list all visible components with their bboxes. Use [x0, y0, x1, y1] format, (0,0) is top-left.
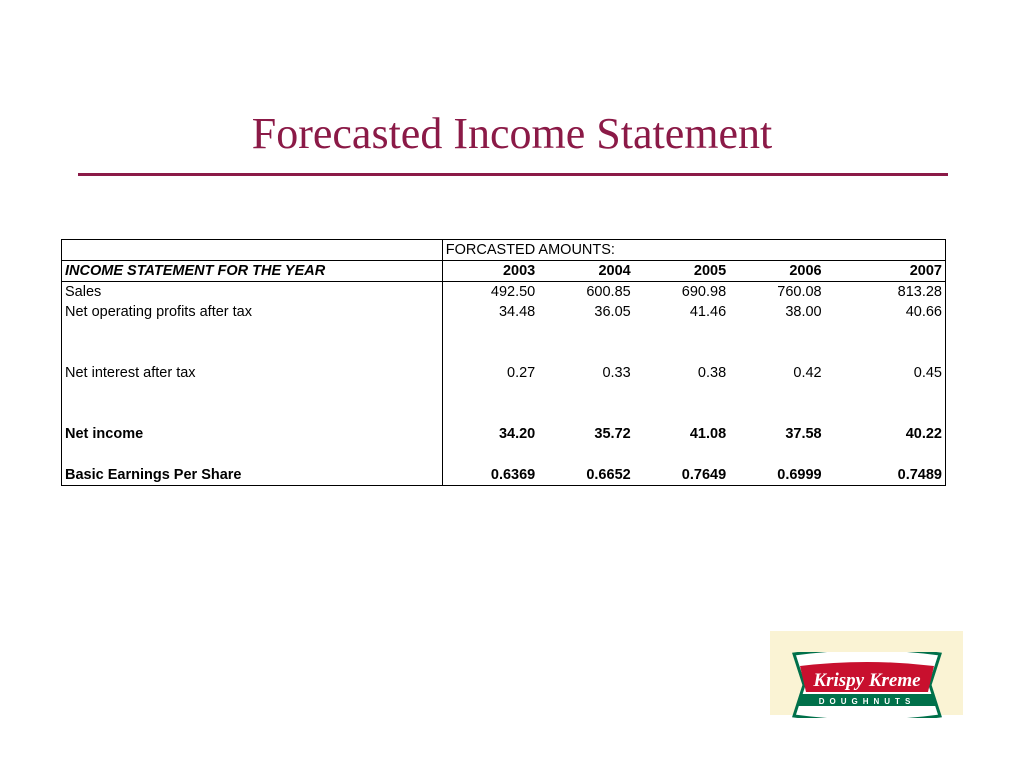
- row-label-net-interest: Net interest after tax: [62, 363, 443, 383]
- table-cell: 0.38: [697, 365, 727, 381]
- table-cell: 38.00: [785, 304, 822, 320]
- table-cell: 0.33: [602, 365, 631, 381]
- spacer-cell: [62, 383, 443, 424]
- table-row: [62, 424, 946, 444]
- spacer-row: [62, 383, 946, 424]
- logo-graphic: [788, 652, 946, 718]
- table-cell: 0.27: [507, 365, 536, 381]
- spacer-cell: [442, 444, 945, 465]
- table-row: [62, 302, 946, 322]
- spacer-row: [62, 322, 946, 363]
- year-header: 2003: [442, 261, 538, 282]
- table-cell: 813.28: [897, 284, 942, 300]
- table-cell: 41.46: [689, 304, 727, 320]
- table-row: [62, 363, 946, 383]
- spacer-cell: [62, 322, 443, 363]
- year-header: 2004: [538, 261, 633, 282]
- spacer-row: [62, 444, 946, 465]
- year-header: 2007: [825, 261, 946, 282]
- spacer-cell: [442, 322, 945, 363]
- krispy-kreme-logo: [770, 631, 963, 715]
- table-cell: 36.05: [594, 304, 631, 320]
- logo-doughnuts-text: DOUGHNUTS: [818, 697, 916, 706]
- table-row: [62, 282, 946, 303]
- table-cell: 34.48: [498, 304, 536, 320]
- row-label-sales: Sales: [62, 282, 443, 303]
- table-cell: 34.20: [498, 426, 536, 442]
- table-cell: 0.6652: [586, 467, 631, 483]
- table-cell: 35.72: [594, 426, 631, 442]
- table-cell: 40.22: [905, 426, 942, 442]
- table-cell: 0.6369: [490, 467, 536, 483]
- table-cell: 0.45: [913, 365, 942, 381]
- title-divider: [78, 173, 948, 176]
- row-label-nopat: Net operating profits after tax: [62, 302, 443, 322]
- table-cell: 0.42: [793, 365, 822, 381]
- table-row: [62, 465, 946, 486]
- slide-title: Forecasted Income Statement: [251, 109, 773, 158]
- table-header-row-group: [62, 240, 946, 261]
- table-cell: 37.58: [785, 426, 822, 442]
- table-cell: 760.08: [777, 284, 822, 300]
- table-cell: 40.66: [905, 304, 942, 320]
- table-header-row-years: [62, 261, 946, 282]
- table-cell: 690.98: [681, 284, 727, 300]
- row-header-label: INCOME STATEMENT FOR THE YEAR: [62, 261, 443, 282]
- income-statement-table: [61, 239, 946, 486]
- table-cell: 600.85: [586, 284, 631, 300]
- forecasted-amounts-header: FORCASTED AMOUNTS:: [442, 240, 945, 261]
- year-header: 2006: [729, 261, 824, 282]
- logo-brand-text: Krispy Kreme: [813, 670, 921, 691]
- table-cell: 0.7649: [681, 467, 727, 483]
- table-cell: 0.6999: [777, 467, 822, 483]
- spacer-cell: [442, 383, 945, 424]
- spacer-cell: [62, 444, 443, 465]
- table-cell: 41.08: [689, 426, 727, 442]
- table-cell: 0.7489: [897, 467, 942, 483]
- table-cell: 492.50: [490, 284, 536, 300]
- row-label-eps: Basic Earnings Per Share: [62, 465, 443, 486]
- row-label-net-income: Net income: [62, 424, 443, 444]
- year-header: 2005: [634, 261, 729, 282]
- header-empty-cell: [62, 240, 443, 261]
